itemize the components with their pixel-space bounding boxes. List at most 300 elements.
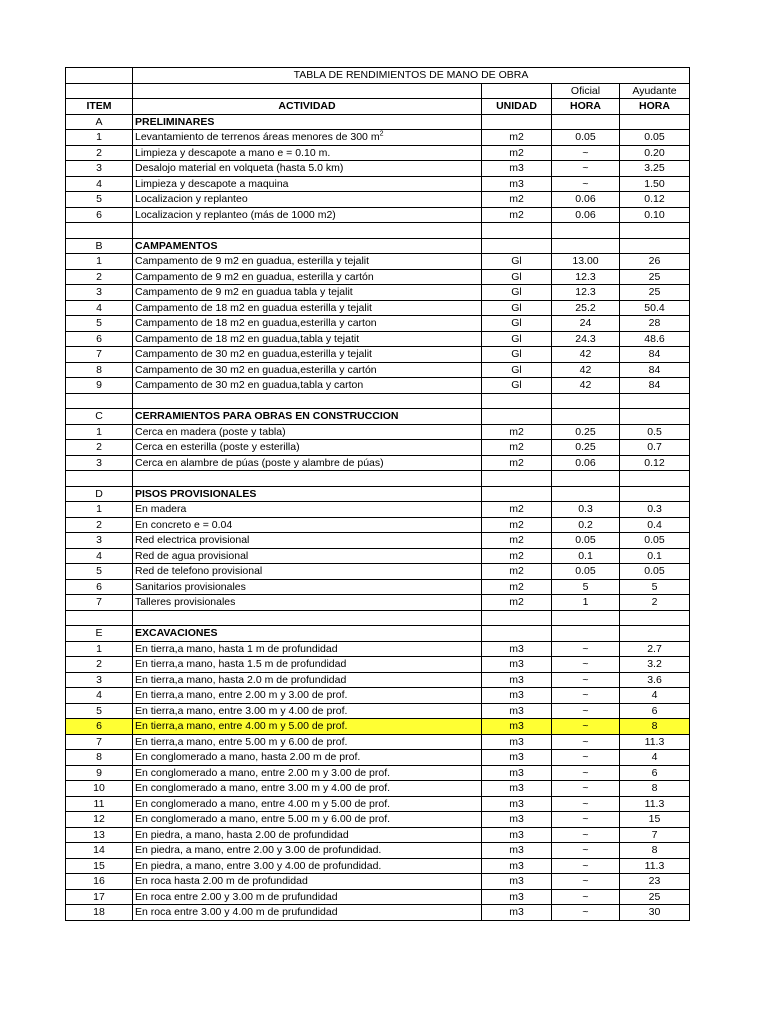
header-oficial[interactable]: Oficial xyxy=(552,83,620,99)
item-cell[interactable]: 12 xyxy=(66,812,133,828)
item-cell[interactable]: 6 xyxy=(66,579,133,595)
activity-cell[interactable] xyxy=(133,207,482,223)
empty-cell[interactable] xyxy=(620,393,690,409)
item-cell[interactable]: 2 xyxy=(66,269,133,285)
empty-cell[interactable] xyxy=(620,223,690,239)
ayudante-hours-cell[interactable]: 8 xyxy=(620,781,690,797)
section-title-cell[interactable]: CERRAMIENTOS PARA OBRAS EN CONSTRUCCION xyxy=(133,409,482,425)
activity-cell[interactable] xyxy=(133,440,482,456)
ayudante-hours-cell[interactable]: 0.7 xyxy=(620,440,690,456)
empty-cell[interactable] xyxy=(133,223,482,239)
ayudante-hours-cell[interactable]: 8 xyxy=(620,843,690,859)
activity-text: Red de agua provisional xyxy=(135,549,249,562)
empty-cell[interactable] xyxy=(482,393,552,409)
activity-text: En conglomerado a mano, hasta 2.00 m de prof. xyxy=(135,751,361,764)
ayudante-hours-cell[interactable]: 25 xyxy=(620,889,690,905)
ayudante-hours-cell[interactable]: 0.10 xyxy=(620,207,690,223)
empty-cell[interactable] xyxy=(66,393,133,409)
empty-cell[interactable] xyxy=(552,471,620,487)
oficial-hours-cell[interactable]: 0.1 xyxy=(552,548,620,564)
oficial-hours-cell[interactable]: 13.00 xyxy=(552,254,620,270)
ayudante-hours-cell[interactable]: 84 xyxy=(620,378,690,394)
ayudante-hours-cell[interactable]: 0.05 xyxy=(620,130,690,146)
section-letter-cell[interactable]: B xyxy=(66,238,133,254)
unit-cell[interactable]: m3 xyxy=(482,176,552,192)
header-item[interactable]: ITEM xyxy=(66,99,133,115)
unit-cell[interactable]: m3 xyxy=(482,765,552,781)
empty-cell[interactable] xyxy=(620,409,690,425)
activity-cell[interactable] xyxy=(133,517,482,533)
activity-cell[interactable] xyxy=(133,316,482,332)
item-cell[interactable]: 18 xyxy=(66,905,133,921)
oficial-hours-cell[interactable]: ~ xyxy=(552,176,620,192)
oficial-hours-cell[interactable]: 0.25 xyxy=(552,440,620,456)
oficial-hours-cell[interactable]: ~ xyxy=(552,703,620,719)
item-cell[interactable]: 9 xyxy=(66,765,133,781)
empty-cell[interactable] xyxy=(620,114,690,130)
oficial-hours-cell[interactable]: ~ xyxy=(552,750,620,766)
header-blank-cell[interactable] xyxy=(133,83,482,99)
activity-cell[interactable] xyxy=(133,688,482,704)
empty-cell[interactable] xyxy=(552,409,620,425)
unit-cell[interactable]: Gl xyxy=(482,269,552,285)
section-letter-cell[interactable]: E xyxy=(66,626,133,642)
activity-cell[interactable] xyxy=(133,378,482,394)
unit-cell[interactable]: Gl xyxy=(482,254,552,270)
table-row xyxy=(66,285,690,301)
header-ayudante-hora[interactable]: HORA xyxy=(620,99,690,115)
item-cell[interactable]: 14 xyxy=(66,843,133,859)
header-blank-cell[interactable] xyxy=(66,83,133,99)
ayudante-hours-cell[interactable]: 7 xyxy=(620,827,690,843)
oficial-hours-cell[interactable]: ~ xyxy=(552,641,620,657)
ayudante-hours-cell[interactable]: 0.05 xyxy=(620,533,690,549)
oficial-hours-cell[interactable]: 5 xyxy=(552,579,620,595)
labor-yield-table xyxy=(65,67,690,921)
section-letter-cell[interactable]: D xyxy=(66,486,133,502)
empty-cell[interactable] xyxy=(482,610,552,626)
empty-cell[interactable] xyxy=(482,114,552,130)
activity-cell[interactable] xyxy=(133,734,482,750)
oficial-hours-cell[interactable]: 12.3 xyxy=(552,285,620,301)
oficial-hours-cell[interactable]: 1 xyxy=(552,595,620,611)
item-cell[interactable]: 3 xyxy=(66,672,133,688)
oficial-hours-cell[interactable]: ~ xyxy=(552,889,620,905)
unit-cell[interactable]: m2 xyxy=(482,424,552,440)
oficial-hours-cell[interactable]: 0.06 xyxy=(552,455,620,471)
activity-text: Talleres provisionales xyxy=(135,596,236,609)
unit-cell[interactable]: Gl xyxy=(482,300,552,316)
activity-cell[interactable] xyxy=(133,827,482,843)
blank-row xyxy=(66,223,690,239)
title-row xyxy=(66,68,690,84)
item-cell[interactable]: 8 xyxy=(66,362,133,378)
oficial-hours-cell[interactable]: ~ xyxy=(552,796,620,812)
empty-cell[interactable] xyxy=(133,393,482,409)
empty-cell[interactable] xyxy=(620,471,690,487)
item-cell[interactable]: 7 xyxy=(66,595,133,611)
section-title-cell[interactable]: EXCAVACIONES xyxy=(133,626,482,642)
oficial-hours-cell[interactable]: ~ xyxy=(552,734,620,750)
item-cell[interactable]: 7 xyxy=(66,734,133,750)
activity-cell[interactable] xyxy=(133,765,482,781)
item-cell[interactable]: 5 xyxy=(66,192,133,208)
activity-cell[interactable] xyxy=(133,796,482,812)
unit-cell[interactable]: m3 xyxy=(482,858,552,874)
unit-cell[interactable]: m2 xyxy=(482,130,552,146)
item-cell[interactable]: 2 xyxy=(66,440,133,456)
oficial-hours-cell[interactable]: 0.06 xyxy=(552,207,620,223)
unit-cell[interactable]: m3 xyxy=(482,688,552,704)
unit-cell[interactable]: Gl xyxy=(482,362,552,378)
unit-cell[interactable]: m3 xyxy=(482,703,552,719)
empty-cell[interactable] xyxy=(552,223,620,239)
activity-cell[interactable] xyxy=(133,145,482,161)
unit-cell[interactable]: m2 xyxy=(482,595,552,611)
ayudante-hours-cell[interactable]: 2 xyxy=(620,595,690,611)
unit-cell[interactable]: m2 xyxy=(482,455,552,471)
empty-cell[interactable] xyxy=(482,238,552,254)
activity-cell[interactable] xyxy=(133,424,482,440)
ayudante-hours-cell[interactable]: 4 xyxy=(620,688,690,704)
item-cell[interactable]: 6 xyxy=(66,719,133,735)
activity-text: En roca entre 2.00 y 3.00 m de prufundidad xyxy=(135,890,338,903)
unit-cell[interactable]: Gl xyxy=(482,285,552,301)
ayudante-hours-cell[interactable]: 8 xyxy=(620,719,690,735)
activity-cell[interactable] xyxy=(133,750,482,766)
ayudante-hours-cell[interactable]: 25 xyxy=(620,285,690,301)
empty-cell[interactable] xyxy=(133,471,482,487)
item-cell[interactable]: 4 xyxy=(66,300,133,316)
activity-cell[interactable] xyxy=(133,657,482,673)
item-cell[interactable]: 8 xyxy=(66,750,133,766)
unit-cell[interactable]: m2 xyxy=(482,145,552,161)
oficial-hours-cell[interactable]: 0.25 xyxy=(552,424,620,440)
ayudante-hours-cell[interactable]: 3.25 xyxy=(620,161,690,177)
ayudante-hours-cell[interactable]: 84 xyxy=(620,362,690,378)
oficial-hours-cell[interactable]: ~ xyxy=(552,905,620,921)
ayudante-hours-cell[interactable]: 6 xyxy=(620,703,690,719)
empty-cell[interactable] xyxy=(620,626,690,642)
activity-cell[interactable] xyxy=(133,130,482,146)
ayudante-hours-cell[interactable]: 25 xyxy=(620,269,690,285)
oficial-hours-cell[interactable]: 42 xyxy=(552,347,620,363)
title-blank-cell[interactable] xyxy=(66,68,133,84)
ayudante-hours-cell[interactable]: 11.3 xyxy=(620,734,690,750)
item-cell[interactable]: 4 xyxy=(66,548,133,564)
unit-cell[interactable]: m2 xyxy=(482,564,552,580)
activity-text: Cerca en esterilla (poste y esterilla) xyxy=(135,441,300,454)
unit-cell[interactable]: m3 xyxy=(482,672,552,688)
ayudante-hours-cell[interactable]: 3.6 xyxy=(620,672,690,688)
activity-cell[interactable] xyxy=(133,703,482,719)
item-cell[interactable]: 11 xyxy=(66,796,133,812)
unit-cell[interactable]: m2 xyxy=(482,579,552,595)
item-cell[interactable]: 4 xyxy=(66,176,133,192)
empty-cell[interactable] xyxy=(552,393,620,409)
activity-cell[interactable] xyxy=(133,285,482,301)
activity-text: Campamento de 18 m2 en guadua,tabla y tejatit xyxy=(135,332,360,345)
header-row-1 xyxy=(66,83,690,99)
ayudante-hours-cell[interactable]: 15 xyxy=(620,812,690,828)
item-cell[interactable]: 4 xyxy=(66,688,133,704)
section-letter-cell[interactable]: C xyxy=(66,409,133,425)
item-cell[interactable]: 7 xyxy=(66,347,133,363)
unit-cell[interactable]: m3 xyxy=(482,734,552,750)
ayudante-hours-cell[interactable]: 3.2 xyxy=(620,657,690,673)
item-cell[interactable]: 1 xyxy=(66,641,133,657)
unit-cell[interactable]: m3 xyxy=(482,796,552,812)
ayudante-hours-cell[interactable]: 50.4 xyxy=(620,300,690,316)
section-title-cell[interactable]: PRELIMINARES xyxy=(133,114,482,130)
table-row xyxy=(66,874,690,890)
empty-cell[interactable] xyxy=(482,409,552,425)
oficial-hours-cell[interactable]: ~ xyxy=(552,765,620,781)
ayudante-hours-cell[interactable]: 1.50 xyxy=(620,176,690,192)
unit-cell[interactable]: m3 xyxy=(482,812,552,828)
table-row xyxy=(66,843,690,859)
empty-cell[interactable] xyxy=(620,238,690,254)
item-cell[interactable]: 15 xyxy=(66,858,133,874)
empty-cell[interactable] xyxy=(552,610,620,626)
oficial-hours-cell[interactable]: ~ xyxy=(552,827,620,843)
unit-cell[interactable]: m3 xyxy=(482,889,552,905)
table-row xyxy=(66,781,690,797)
item-cell[interactable]: 2 xyxy=(66,517,133,533)
oficial-hours-cell[interactable]: ~ xyxy=(552,719,620,735)
empty-cell[interactable] xyxy=(482,626,552,642)
empty-cell[interactable] xyxy=(552,626,620,642)
section-title-cell[interactable]: PISOS PROVISIONALES xyxy=(133,486,482,502)
item-cell[interactable]: 3 xyxy=(66,161,133,177)
ayudante-hours-cell[interactable]: 11.3 xyxy=(620,796,690,812)
unit-cell[interactable]: m2 xyxy=(482,192,552,208)
item-cell[interactable]: 2 xyxy=(66,145,133,161)
empty-cell[interactable] xyxy=(620,486,690,502)
empty-cell[interactable] xyxy=(66,223,133,239)
ayudante-hours-cell[interactable]: 48.6 xyxy=(620,331,690,347)
oficial-hours-cell[interactable]: 0.2 xyxy=(552,517,620,533)
ayudante-hours-cell[interactable]: 28 xyxy=(620,316,690,332)
table-row xyxy=(66,734,690,750)
item-cell[interactable]: 1 xyxy=(66,130,133,146)
unit-cell[interactable]: m2 xyxy=(482,533,552,549)
activity-text: Red electrica provisional xyxy=(135,534,250,547)
unit-cell[interactable]: Gl xyxy=(482,347,552,363)
unit-cell[interactable]: m2 xyxy=(482,548,552,564)
table-row xyxy=(66,579,690,595)
activity-cell[interactable] xyxy=(133,502,482,518)
header-ayudante[interactable]: Ayudante xyxy=(620,83,690,99)
ayudante-hours-cell[interactable]: 5 xyxy=(620,579,690,595)
item-cell[interactable]: 17 xyxy=(66,889,133,905)
activity-cell[interactable] xyxy=(133,672,482,688)
table-row xyxy=(66,424,690,440)
activity-cell[interactable] xyxy=(133,641,482,657)
activity-cell[interactable] xyxy=(133,254,482,270)
ayudante-hours-cell[interactable]: 84 xyxy=(620,347,690,363)
ayudante-hours-cell[interactable]: 0.5 xyxy=(620,424,690,440)
oficial-hours-cell[interactable]: ~ xyxy=(552,781,620,797)
empty-cell[interactable] xyxy=(482,486,552,502)
oficial-hours-cell[interactable]: ~ xyxy=(552,161,620,177)
unit-cell[interactable]: m2 xyxy=(482,502,552,518)
empty-cell[interactable] xyxy=(133,610,482,626)
empty-cell[interactable] xyxy=(552,238,620,254)
activity-cell[interactable] xyxy=(133,161,482,177)
unit-cell[interactable]: Gl xyxy=(482,378,552,394)
ayudante-hours-cell[interactable]: 0.12 xyxy=(620,192,690,208)
item-cell[interactable]: 9 xyxy=(66,378,133,394)
activity-cell[interactable] xyxy=(133,719,482,735)
oficial-hours-cell[interactable]: 25.2 xyxy=(552,300,620,316)
item-cell[interactable]: 1 xyxy=(66,424,133,440)
empty-cell[interactable] xyxy=(66,471,133,487)
unit-cell[interactable]: m2 xyxy=(482,517,552,533)
activity-text: Limpieza y descapote a mano e = 0.10 m. xyxy=(135,146,331,159)
ayudante-hours-cell[interactable]: 4 xyxy=(620,750,690,766)
oficial-hours-cell[interactable]: 42 xyxy=(552,378,620,394)
activity-cell[interactable] xyxy=(133,564,482,580)
unit-cell[interactable]: m3 xyxy=(482,657,552,673)
activity-cell[interactable] xyxy=(133,874,482,890)
oficial-hours-cell[interactable]: 0.05 xyxy=(552,564,620,580)
ayudante-hours-cell[interactable]: 0.1 xyxy=(620,548,690,564)
empty-cell[interactable] xyxy=(620,610,690,626)
activity-cell[interactable] xyxy=(133,579,482,595)
unit-cell[interactable]: m3 xyxy=(482,843,552,859)
activity-cell[interactable] xyxy=(133,300,482,316)
header-actividad[interactable]: ACTIVIDAD xyxy=(133,99,482,115)
oficial-hours-cell[interactable]: 12.3 xyxy=(552,269,620,285)
table-row xyxy=(66,269,690,285)
empty-cell[interactable] xyxy=(482,471,552,487)
oficial-hours-cell[interactable]: 0.05 xyxy=(552,130,620,146)
activity-cell[interactable] xyxy=(133,812,482,828)
oficial-hours-cell[interactable]: 0.06 xyxy=(552,192,620,208)
item-cell[interactable]: 13 xyxy=(66,827,133,843)
oficial-hours-cell[interactable]: 24 xyxy=(552,316,620,332)
activity-cell[interactable] xyxy=(133,533,482,549)
unit-cell[interactable]: m2 xyxy=(482,440,552,456)
activity-cell[interactable] xyxy=(133,269,482,285)
activity-cell[interactable] xyxy=(133,176,482,192)
activity-cell[interactable] xyxy=(133,905,482,921)
ayudante-hours-cell[interactable]: 30 xyxy=(620,905,690,921)
unit-cell[interactable]: m3 xyxy=(482,781,552,797)
activity-text: Cerca en madera (poste y tabla) xyxy=(135,425,286,438)
ayudante-hours-cell[interactable]: 26 xyxy=(620,254,690,270)
empty-cell[interactable] xyxy=(552,114,620,130)
oficial-hours-cell[interactable]: ~ xyxy=(552,145,620,161)
unit-cell[interactable]: m3 xyxy=(482,161,552,177)
item-cell[interactable]: 1 xyxy=(66,254,133,270)
activity-text: En piedra, a mano, entre 2.00 y 3.00 de profundidad. xyxy=(135,844,382,857)
activity-cell[interactable] xyxy=(133,889,482,905)
oficial-hours-cell[interactable]: 0.3 xyxy=(552,502,620,518)
table-row xyxy=(66,595,690,611)
item-cell[interactable]: 10 xyxy=(66,781,133,797)
activity-cell[interactable] xyxy=(133,595,482,611)
oficial-hours-cell[interactable]: ~ xyxy=(552,843,620,859)
section-title-cell[interactable]: CAMPAMENTOS xyxy=(133,238,482,254)
activity-cell[interactable] xyxy=(133,843,482,859)
unit-cell[interactable]: m3 xyxy=(482,719,552,735)
empty-cell[interactable] xyxy=(552,486,620,502)
unit-cell[interactable]: m3 xyxy=(482,750,552,766)
activity-cell[interactable] xyxy=(133,781,482,797)
oficial-hours-cell[interactable]: ~ xyxy=(552,688,620,704)
oficial-hours-cell[interactable]: 24.3 xyxy=(552,331,620,347)
ayudante-hours-cell[interactable]: 0.3 xyxy=(620,502,690,518)
activity-cell[interactable] xyxy=(133,347,482,363)
item-cell[interactable]: 6 xyxy=(66,207,133,223)
activity-cell[interactable] xyxy=(133,858,482,874)
ayudante-hours-cell[interactable]: 6 xyxy=(620,765,690,781)
table-row xyxy=(66,455,690,471)
oficial-hours-cell[interactable]: ~ xyxy=(552,874,620,890)
header-blank-cell[interactable] xyxy=(482,83,552,99)
activity-text: En tierra,a mano, entre 4.00 m y 5.00 de prof. xyxy=(135,720,348,733)
item-cell[interactable]: 3 xyxy=(66,533,133,549)
item-cell[interactable]: 3 xyxy=(66,285,133,301)
section-letter-cell[interactable]: A xyxy=(66,114,133,130)
unit-cell[interactable]: m3 xyxy=(482,827,552,843)
ayudante-hours-cell[interactable]: 0.4 xyxy=(620,517,690,533)
unit-cell[interactable]: Gl xyxy=(482,316,552,332)
unit-cell[interactable]: m2 xyxy=(482,207,552,223)
table-title[interactable]: TABLA DE RENDIMIENTOS DE MANO DE OBRA xyxy=(133,68,690,84)
item-cell[interactable]: 16 xyxy=(66,874,133,890)
table-row xyxy=(66,533,690,549)
ayudante-hours-cell[interactable]: 11.3 xyxy=(620,858,690,874)
activity-cell[interactable] xyxy=(133,548,482,564)
oficial-hours-cell[interactable]: ~ xyxy=(552,672,620,688)
item-cell[interactable]: 6 xyxy=(66,331,133,347)
unit-cell[interactable]: m3 xyxy=(482,641,552,657)
ayudante-hours-cell[interactable]: 0.12 xyxy=(620,455,690,471)
item-cell[interactable]: 5 xyxy=(66,564,133,580)
unit-cell[interactable]: m3 xyxy=(482,905,552,921)
activity-text: En tierra,a mano, entre 3.00 m y 4.00 de prof. xyxy=(135,704,348,717)
item-cell[interactable]: 5 xyxy=(66,703,133,719)
item-cell[interactable]: 1 xyxy=(66,502,133,518)
oficial-hours-cell[interactable]: 0.05 xyxy=(552,533,620,549)
oficial-hours-cell[interactable]: ~ xyxy=(552,858,620,874)
unit-cell[interactable]: Gl xyxy=(482,331,552,347)
empty-cell[interactable] xyxy=(66,610,133,626)
oficial-hours-cell[interactable]: ~ xyxy=(552,812,620,828)
activity-cell[interactable] xyxy=(133,192,482,208)
empty-cell[interactable] xyxy=(482,223,552,239)
ayudante-hours-cell[interactable]: 0.20 xyxy=(620,145,690,161)
item-cell[interactable]: 3 xyxy=(66,455,133,471)
blank-row xyxy=(66,610,690,626)
ayudante-hours-cell[interactable]: 2.7 xyxy=(620,641,690,657)
ayudante-hours-cell[interactable]: 0.05 xyxy=(620,564,690,580)
header-unidad[interactable]: UNIDAD xyxy=(482,99,552,115)
oficial-hours-cell[interactable]: ~ xyxy=(552,657,620,673)
item-cell[interactable]: 5 xyxy=(66,316,133,332)
header-oficial-hora[interactable]: HORA xyxy=(552,99,620,115)
item-cell[interactable]: 2 xyxy=(66,657,133,673)
activity-cell[interactable] xyxy=(133,331,482,347)
unit-cell[interactable]: m3 xyxy=(482,874,552,890)
activity-cell[interactable] xyxy=(133,455,482,471)
ayudante-hours-cell[interactable]: 23 xyxy=(620,874,690,890)
activity-cell[interactable] xyxy=(133,362,482,378)
oficial-hours-cell[interactable]: 42 xyxy=(552,362,620,378)
